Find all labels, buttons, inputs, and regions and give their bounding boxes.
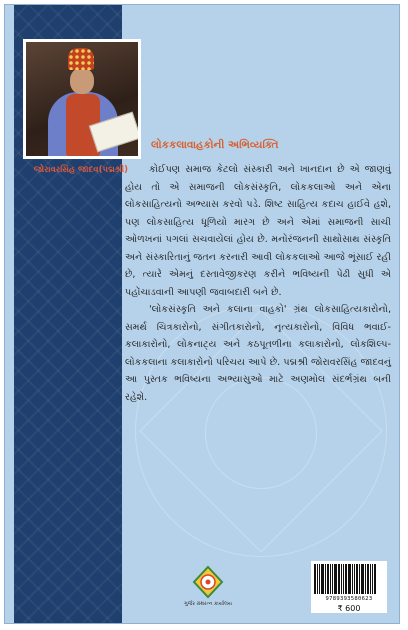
publisher-logo-icon [191,565,225,599]
blurb-heading: લોકકલાવાહકોની અભિવ્યક્તિ [151,139,279,151]
blurb-paragraph: 'લોકસંસ્કૃતિ અને કલાના વાહકો' ગ્રંથ લોકસાહિત્યકારોનો, સમર્થ ચિત્રકારોનો, સંગીતકારોનો, નૃત્યકારોનો, વિવિધ ભવાઈ- કલાકારોનો, લોકનાટ્ય અને કઠપૂતળીના કલાકારોનો, લોકશિલ્પ-લોકકલાના કલાકારોનો પરિચય આપે છે. પદ્મશ્રી જોરાવરસિંહ જાદવનું આ પુસ્તક ભવિષ્યના અભ્યાસુઓ માટે અણમોલ સંદર્ભગ્રંથ બની રહેશે. [125,304,391,403]
blurb-paragraph: કોઈપણ સમાજ કેટલો સંસ્કારી અને ખાનદાન છે એ જાણવું હોય તો એ સમાજની લોકસંસ્કૃતિ, લોકકલાઓ અને એના લોકસાહિત્યનો અભ્યાસ કરવો પડે. શિષ્ટ સાહિત્ય કદાચ હાઈવે હશે, પણ લોકસાહિત્ય ધૂળિયો મારગ છે અને એમાં સમાજની સાચી ઓળખનાં પગલાં સચવાયેલાં હોય છે. મનોરંજનની સાથોસાથ સંસ્કૃતિ અને સંસ્કારિતાનું જતન કરનારી આવી લોકકલાઓ આજે ભૂંસાઈ રહી છે, ત્યારે એમનું દસ્તાવેજીકરણ કરીને ભવિષ્યની પેઢી સુધી એ પહોંચાડવાની આપણી જવાબદારી બને છે. [125,164,391,298]
price: ₹ 600 [337,604,361,613]
barcode-block [311,561,387,613]
back-cover [4,4,400,624]
blurb-text [125,161,391,406]
isbn-number: 9789393580623 [325,596,373,602]
author-caption: જોરાવરસિંહ જાદવ(પદ્મશ્રી) [33,165,129,175]
author-photo [23,39,141,159]
barcode-icon [314,564,384,594]
publisher-name: ગુર્જર ગ્રંથરત્ન કાર્યાલય [184,601,232,607]
